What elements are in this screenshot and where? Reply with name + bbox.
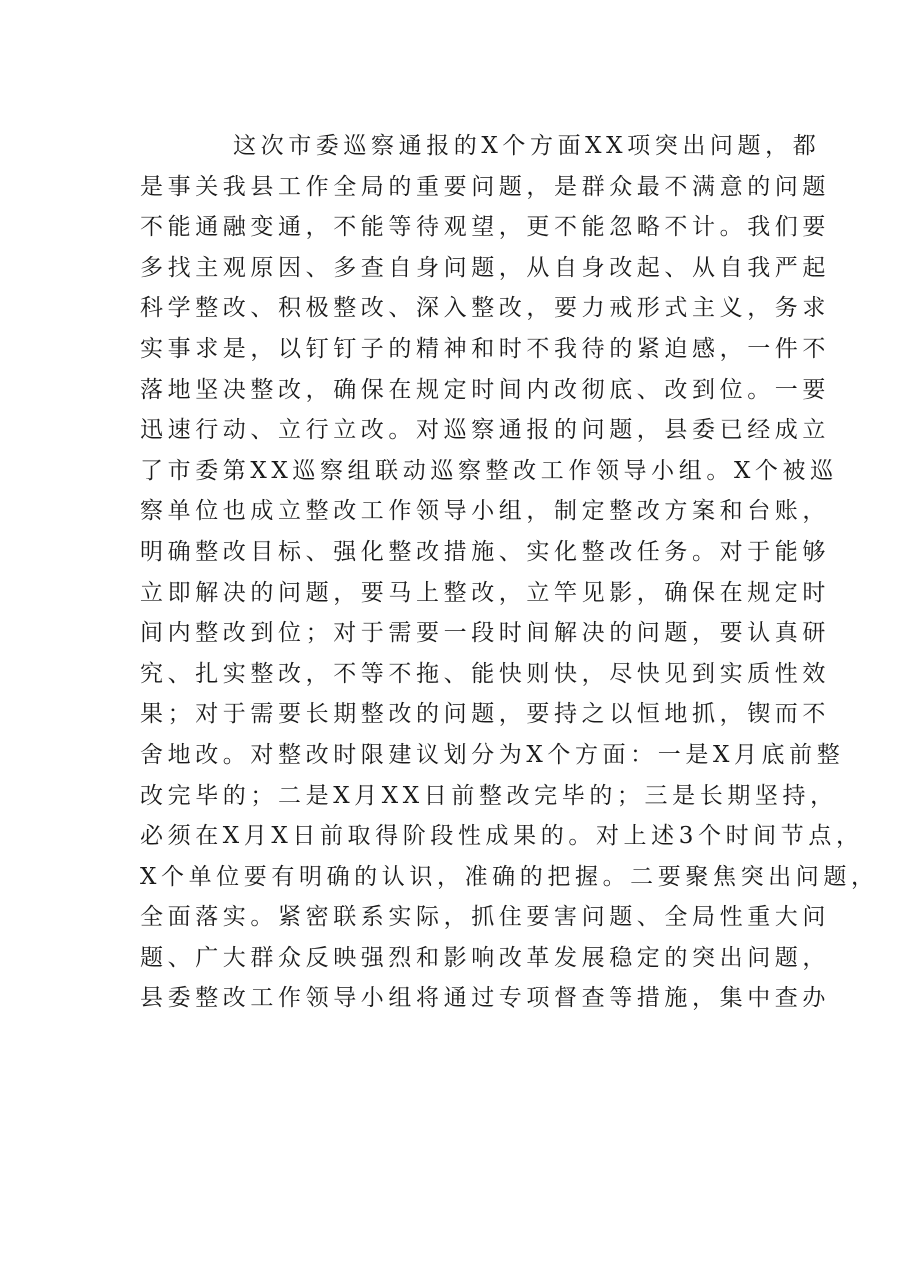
paragraph-line-7: 落地坚决整改，确保在规定时间内改彻底、改到位。一要 bbox=[140, 376, 830, 403]
body-paragraph bbox=[140, 126, 879, 1019]
paragraph-line-6: 实事求是，以钉钉子的精神和时不我待的紧迫感，一件不 bbox=[140, 335, 830, 362]
paragraph-line-17: 改完毕的；二是X月XX日前整改完毕的；三是长期坚持， bbox=[140, 782, 838, 809]
paragraph-line-1: 这次市委巡察通报的X个方面XX项突出问题，都 bbox=[233, 133, 821, 159]
paragraph-line-10: 察单位也成立整改工作领导小组，制定整改方案和台账， bbox=[140, 498, 830, 525]
paragraph-line-3: 不能通融变通，不能等待观望，更不能忽略不计。我们要 bbox=[140, 214, 830, 241]
paragraph-line-21: 题、广大群众反映强烈和影响改革发展稳定的突出问题， bbox=[140, 944, 830, 971]
paragraph-line-8: 迅速行动、立行立改。对巡察通报的问题，县委已经成立 bbox=[140, 417, 830, 444]
paragraph-line-9: 了市委第XX巡察组联动巡察整改工作领导小组。X个被巡 bbox=[140, 457, 838, 484]
paragraph-line-19: X个单位要有明确的认识，准确的把握。二要聚焦突出问题， bbox=[140, 863, 879, 890]
paragraph-line-20: 全面落实。紧密联系实际，抓住要害问题、全局性重大问 bbox=[140, 904, 830, 931]
paragraph-line-18: 必须在X月X日前取得阶段性成果的。对上述3个时间节点， bbox=[140, 823, 864, 850]
paragraph-line-2: 是事关我县工作全局的重要问题，是群众最不满意的问题 bbox=[140, 173, 830, 200]
paragraph-line-22: 县委整改工作领导小组将通过专项督查等措施，集中查办 bbox=[140, 985, 830, 1012]
paragraph-line-15: 果；对于需要长期整改的问题，要持之以恒地抓，锲而不 bbox=[140, 701, 830, 728]
paragraph-line-11: 明确整改目标、强化整改措施、实化整改任务。对于能够 bbox=[140, 538, 830, 565]
paragraph-line-16: 舍地改。对整改时限建议划分为X个方面：一是X月底前整 bbox=[140, 741, 845, 768]
paragraph-line-14: 究、扎实整改，不等不拖、能快则快，尽快见到实质性效 bbox=[140, 660, 830, 687]
paragraph-line-13: 间内整改到位；对于需要一段时间解决的问题，要认真研 bbox=[140, 620, 830, 647]
paragraph-line-4: 多找主观原因、多查自身问题，从自身改起、从自我严起 bbox=[140, 254, 830, 281]
paragraph-line-12: 立即解决的问题，要马上整改，立竿见影，确保在规定时 bbox=[140, 579, 830, 606]
paragraph-line-5: 科学整改、积极整改、深入整改，要力戒形式主义，务求 bbox=[140, 295, 830, 322]
